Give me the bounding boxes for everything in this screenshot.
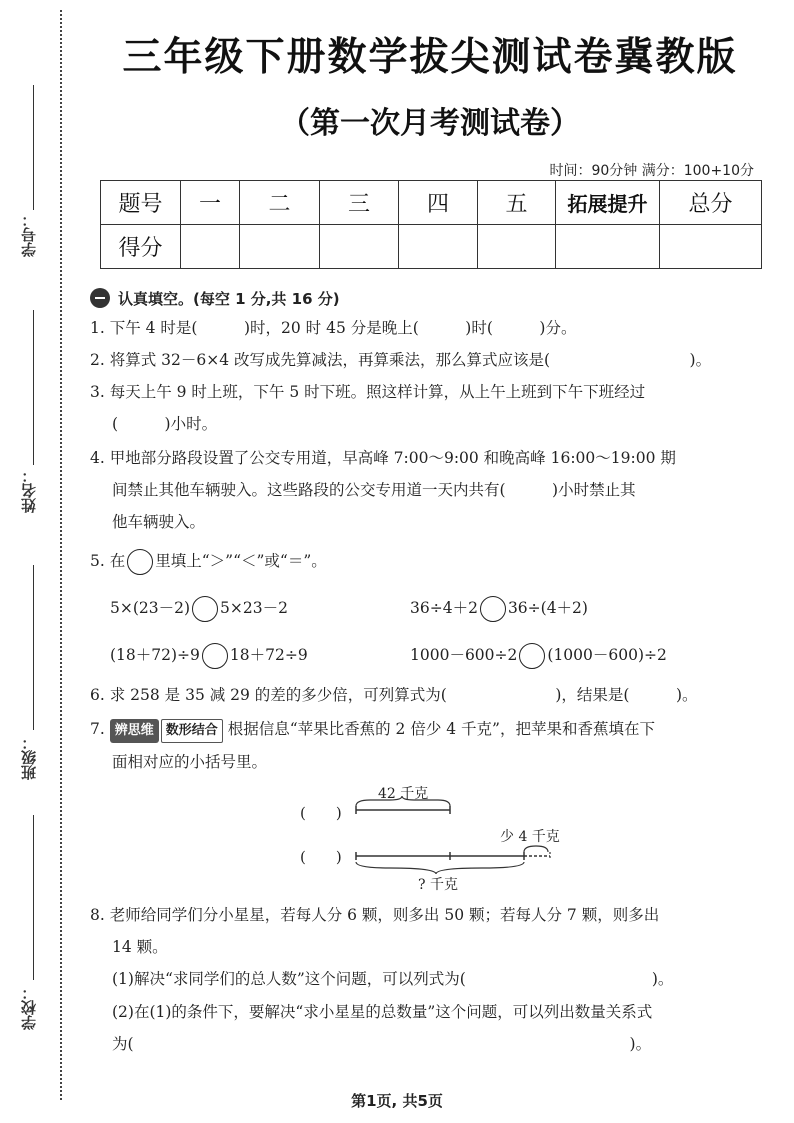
page-number: 第1页, 共5页: [351, 1092, 443, 1110]
q7-number: 7.: [90, 720, 105, 738]
q5-a-left: 5×(23－2): [110, 599, 191, 617]
question-6: 6. 求 258 是 35 减 29 的差的多少倍，可列算式为( )，结果是( )。: [90, 686, 698, 704]
header-cell: 四: [399, 181, 478, 225]
q5-d-answer-circle[interactable]: [519, 643, 545, 669]
q5-a-right: 5×23－2: [220, 599, 288, 617]
question-7-line-1: [90, 718, 770, 743]
q5-a-answer-circle[interactable]: [192, 596, 218, 622]
score-row-label: 得分: [101, 225, 181, 269]
header-cell: 三: [320, 181, 399, 225]
q5-c-right: 18＋72÷9: [229, 646, 308, 664]
header-cell: 题号: [101, 181, 181, 225]
q7-side-brace: [524, 846, 548, 852]
student-id-line: [33, 85, 34, 210]
school-line: [33, 815, 34, 980]
header-cell: 拓展提升: [556, 181, 660, 225]
header-cell: 二: [240, 181, 320, 225]
q5-d-right: (1000－600)÷2: [547, 646, 667, 664]
binding-dotted-line: [60, 10, 62, 1100]
question-5-instruction: [90, 549, 770, 575]
thinking-tag: 辨思维: [110, 719, 159, 743]
q5-item-a: [110, 596, 370, 622]
score-cell[interactable]: [399, 225, 478, 269]
q5-c-left: (18＋72)÷9: [110, 646, 200, 664]
question-8-part-1: (1)解决“求同学们的总人数”这个问题，可以列式为( )。: [112, 970, 674, 988]
score-table-score-row: [101, 225, 762, 269]
score-cell[interactable]: [478, 225, 556, 269]
score-cell[interactable]: [556, 225, 660, 269]
q5-d-left: 1000－600÷2: [410, 646, 518, 664]
question-2: 2. 将算式 32－6×4 改写成先算减法，再算乘法，那么算式应该是( )。: [90, 351, 712, 369]
question-4-line-3: 他车辆驶入。: [112, 513, 206, 531]
q5-b-answer-circle[interactable]: [480, 596, 506, 622]
question-8-line-1: 8. 老师给同学们分小星星，若每人分 6 颗，则多出 50 颗；若每人分 7 颗，则多出: [90, 906, 660, 924]
school-label: 学校：: [20, 985, 38, 1030]
q7-segment-diagram: [350, 796, 570, 876]
q5-suffix: 里填上“＞”“＜”或“＝”。: [155, 552, 327, 570]
score-cell[interactable]: [181, 225, 240, 269]
question-1: 1. 下午 4 时是( )时，20 时 45 分是晚上( )时( )分。: [90, 319, 577, 337]
score-table: [100, 180, 762, 269]
question-8-part-2-line-2: 为( )。: [112, 1035, 652, 1053]
header-cell: 一: [181, 181, 240, 225]
section-1-heading: [90, 284, 340, 309]
section-1-title: 认真填空。(每空 1 分,共 16 分): [118, 290, 340, 308]
q7-top-label: 42 千克: [378, 786, 429, 802]
q7-bracket-banana[interactable]: ( ): [300, 848, 342, 866]
q7-bracket-apple[interactable]: ( ): [300, 804, 342, 822]
page-subtitle: （第一次月考测试卷）: [280, 106, 580, 141]
score-table-header-row: [101, 181, 762, 225]
exam-meta: 时间：90分钟 满分：100+10分: [549, 163, 754, 179]
class-label: 班级：: [20, 735, 38, 780]
question-3-line-2: ( )小时。: [112, 415, 218, 433]
q5-item-b: [410, 596, 710, 622]
topic-tag: 数形结合: [161, 719, 223, 743]
q7-top-brace: [356, 796, 450, 806]
q5-b-right: 36÷(4＋2): [507, 599, 588, 617]
question-8-part-2-line-1: (2)在(1)的条件下，要解决“求小星星的总数量”这个问题，可以列出数量关系式: [112, 1003, 653, 1021]
name-line: [33, 310, 34, 465]
student-id-label: 学号：: [20, 212, 38, 257]
q5-item-c: [110, 643, 370, 669]
question-8-line-2: 14 颗。: [112, 938, 168, 956]
q7-side-label: 少 4 千克: [500, 829, 560, 845]
question-7-line-2: 面相对应的小括号里。: [112, 753, 268, 771]
class-line: [33, 565, 34, 730]
score-cell[interactable]: [320, 225, 399, 269]
compare-circle-icon: [127, 549, 153, 575]
score-cell[interactable]: [660, 225, 762, 269]
header-cell: 五: [478, 181, 556, 225]
q7-text: 根据信息“苹果比香蕉的 2 倍少 4 千克”，把苹果和香蕉填在下: [227, 720, 655, 738]
q5-c-answer-circle[interactable]: [202, 643, 228, 669]
question-4-line-2: 间禁止其他车辆驶入。这些路段的公交专用道一天内共有( )小时禁止其: [112, 481, 636, 499]
question-3-line-1: 3. 每天上午 9 时上班，下午 5 时下班。照这样计算，从上午上班到下午下班经过: [90, 383, 646, 401]
name-label: 姓名：: [20, 468, 38, 513]
q7-bottom-brace: [356, 862, 524, 874]
page-title: 三年级下册数学拔尖测试卷冀教版: [122, 35, 738, 80]
q5-item-d: [410, 643, 730, 669]
question-4-line-1: 4. 甲地部分路段设置了公交专用道，早高峰 7:00～9:00 和晚高峰 16:00～19:00 期: [90, 449, 676, 467]
q5-b-left: 36÷4＋2: [410, 599, 478, 617]
section-number-badge-icon: [90, 288, 110, 308]
header-cell: 总分: [660, 181, 762, 225]
score-cell[interactable]: [240, 225, 320, 269]
q5-prefix: 5. 在: [90, 552, 126, 570]
q7-bottom-label: ? 千克: [418, 877, 458, 893]
